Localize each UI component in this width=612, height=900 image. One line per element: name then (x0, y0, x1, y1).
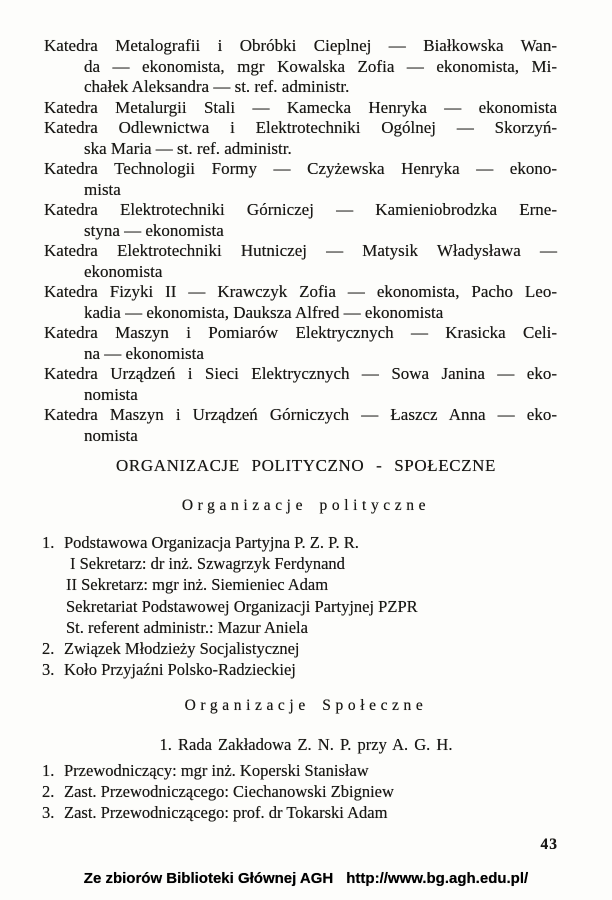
text-line: Katedra Maszyn i Urządzeń Górniczych — Łaszcz Anna — eko- (44, 405, 557, 424)
department-entry (44, 405, 557, 446)
subsection-heading-political: Organizacje polityczne (181, 497, 431, 514)
text-line: Katedra Maszyn i Pomiarów Elektrycznych — Krasicka Celi- (44, 323, 557, 342)
list-item-number: 3. (42, 660, 55, 680)
list-item-detail: St. referent administr.: Mazur Aniela (66, 617, 308, 637)
department-entry (44, 364, 557, 405)
section-heading-main: ORGANIZACJE POLITYCZNO - SPOŁECZNE (116, 456, 496, 475)
department-entry (44, 159, 557, 200)
page-number: 43 (540, 836, 558, 853)
list-item-number: 1. (42, 761, 55, 780)
list-item (42, 638, 562, 659)
library-stamp-url: http://www.bg.agh.edu.pl/ (346, 870, 529, 887)
text-line: nomista (84, 384, 138, 404)
list-item-text: Zast. Przewodniczącego: Ciechanowski Zbigniew (64, 781, 394, 801)
text-line: Katedra Metalografii i Obróbki Cieplnej — Białkowska Wan- (44, 36, 557, 55)
list-item (42, 803, 562, 824)
text-line: Katedra Elektrotechniki Hutniczej — Matysik Władysława — (44, 241, 557, 260)
library-stamp-source: Ze zbiorów Biblioteki Głównej AGH (83, 870, 334, 887)
list-item (42, 532, 562, 638)
list-item-text: Podstawowa Organizacja Partyjna P. Z. P. R. (64, 533, 359, 552)
text-line: mista (84, 179, 121, 199)
department-entry (44, 200, 557, 241)
list-item-text: Przewodniczący: mgr inż. Koperski Stanisław (64, 761, 369, 780)
department-entry (44, 241, 557, 282)
list-item-number: 3. (42, 802, 55, 822)
list-item-text: Zast. Przewodniczącego: prof. dr Tokarski Adam (64, 802, 388, 822)
text-line: na — ekonomista (84, 343, 204, 363)
text-line: chałek Aleksandra — st. ref. administr. (84, 77, 350, 96)
department-entry (44, 98, 557, 119)
text-line: ekonomista (84, 261, 163, 281)
text-line: Katedra Fizyki II — Krawczyk Zofia — ekonomista, Pacho Leo- (44, 282, 557, 301)
text-line: Katedra Urządzeń i Sieci Elektrycznych — Sowa Janina — eko- (44, 364, 557, 383)
subsection-heading-social: Organizacje Społeczne (184, 697, 428, 714)
text-line: nomista (84, 425, 138, 445)
library-stamp (0, 870, 612, 887)
list-item-detail: Sekretariat Podstawowej Organizacji Partyjnej PZPR (66, 596, 418, 616)
list-item-number: 2. (42, 639, 55, 659)
text-line: Katedra Metalurgii Stali — Kamecka Henryka — ekonomista (44, 97, 557, 117)
list-item-detail: II Sekretarz: mgr inż. Siemieniec Adam (66, 575, 329, 595)
text-line: Katedra Technologii Formy — Czyżewska Henryka — ekono- (44, 159, 557, 178)
social-subheading: 1. Rada Zakładowa Z. N. P. przy A. G. H. (159, 735, 453, 754)
social-list (42, 761, 562, 823)
list-item-text: Związek Młodzieży Socjalistycznej (64, 639, 300, 659)
list-item-number: 1. (42, 533, 55, 552)
department-entry (44, 282, 557, 323)
department-staff-list (44, 36, 557, 446)
department-entry (44, 36, 557, 98)
list-item (42, 659, 562, 680)
text-line: Katedra Elektrotechniki Górniczej — Kamieniobrodzka Erne- (44, 200, 557, 219)
text-line: styna — ekonomista (84, 220, 224, 240)
text-line: Katedra Odlewnictwa i Elektrotechniki Ogólnej — Skorzyń- (44, 118, 557, 137)
text-line: kadia — ekonomista, Dauksza Alfred — ekonomista (84, 302, 444, 322)
department-entry (44, 323, 557, 364)
text-line: da — ekonomista, mgr Kowalska Zofia — ekonomista, Mi- (84, 56, 557, 76)
list-item-number: 2. (42, 781, 55, 801)
list-item (42, 761, 562, 782)
political-list (42, 532, 562, 680)
list-item (42, 782, 562, 803)
list-item-detail: I Sekretarz: dr inż. Szwagrzyk Ferdynand (70, 554, 345, 574)
department-entry (44, 118, 557, 159)
text-line: ska Maria — st. ref. administr. (84, 138, 292, 158)
list-item-text: Koło Przyjaźni Polsko-Radzieckiej (64, 660, 296, 680)
